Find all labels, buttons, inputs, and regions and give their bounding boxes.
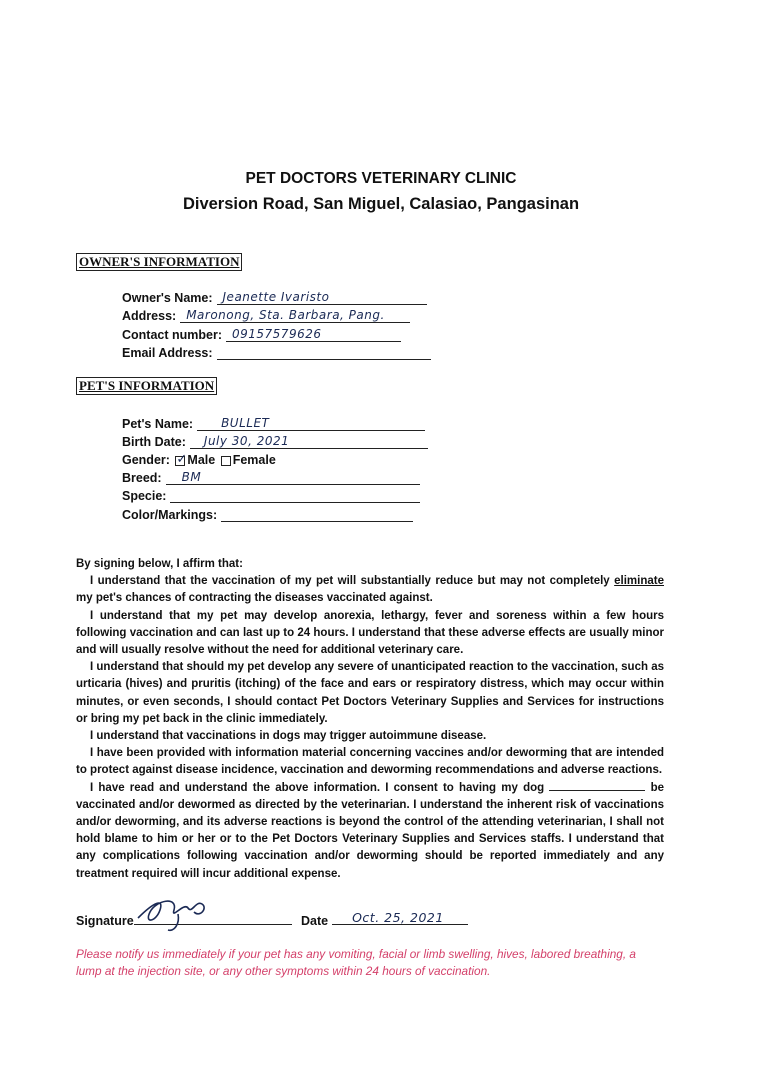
aftercare-notice: Please notify us immediately if your pet has any vomiting, facial or limb swelling, hives, labored breathing, a lump at the injection site, or any other symptoms within 24 hours of vaccination. [76, 947, 636, 978]
birth-date-label: Birth Date: [122, 435, 186, 449]
consent-text [76, 556, 664, 883]
color-markings-field[interactable] [122, 507, 413, 523]
contact-number-value: 09157579626 [232, 327, 322, 341]
consent-p6-b: be vaccinated and/or dewormed as directed by the veterinarian. I understand the inherent risk of vaccinations and/or deworming, and its adverse reactions is beyond the control of the attending veterinarian, I shall not hold blame to him or her or to the Pet Doctors Veterinary Supplies and Services staffs. I understand that any complications following vaccination and/or deworming should be reported immediately and any treatment required will incur additional expense. [76, 781, 664, 880]
email-label: Email Address: [122, 346, 213, 360]
handwritten-signature-icon [134, 888, 224, 934]
female-checkbox[interactable] [221, 456, 231, 466]
birth-date-field[interactable] [122, 434, 428, 450]
address-label: Address: [122, 309, 177, 323]
pet-section-heading: PET'S INFORMATION [76, 377, 217, 395]
gender-female-label: Female [232, 453, 276, 467]
owner-name-label: Owner's Name: [122, 291, 213, 305]
email-field[interactable] [122, 345, 431, 361]
contact-number-label: Contact number: [122, 328, 222, 342]
gender-label: Gender: [122, 453, 170, 467]
owner-name-value: Jeanette Ivaristo [222, 290, 330, 304]
consent-paragraph-3: I understand that should my pet develop any severe of unanticipated reaction to the vaccination, such as urticaria (hives) and pruritis (itching) of the face and ears or respiratory distress, which may occur within minutes, or even seconds, I should contact Pet Doctors Veterinary Supplies and Services for instructions or bring my pet back in the clinic immediately. [76, 661, 664, 725]
owner-section-heading: OWNER'S INFORMATION [76, 253, 242, 271]
breed-field[interactable] [122, 470, 420, 486]
address-field[interactable] [122, 308, 410, 324]
dog-name-blank[interactable] [549, 780, 645, 791]
breed-label: Breed: [122, 471, 162, 485]
owner-name-field[interactable] [122, 290, 427, 306]
date-field[interactable] [301, 910, 468, 928]
pet-name-field[interactable] [122, 416, 425, 432]
signature-field[interactable] [76, 910, 292, 928]
contact-number-field[interactable] [122, 327, 401, 343]
clinic-name: PET DOCTORS VETERINARY CLINIC [245, 170, 517, 187]
signature-line[interactable] [134, 910, 292, 925]
consent-paragraph-4: I understand that vaccinations in dogs may trigger autoimmune disease. [90, 730, 487, 743]
clinic-address: Diversion Road, San Miguel, Calasiao, Pangasinan [182, 195, 580, 213]
consent-p1-underlined: eliminate [614, 575, 664, 588]
consent-paragraph-2: I understand that my pet may develop anorexia, lethargy, fever and soreness within a few hours following vaccination and can last up to 24 hours. I understand that these adverse effects are usually minor and will usually resolve without the need for additional veterinary care. [76, 609, 664, 657]
specie-label: Specie: [122, 489, 167, 503]
gender-field[interactable] [122, 452, 276, 468]
gender-male-label: Male [187, 453, 216, 467]
birth-date-value: July 30, 2021 [203, 434, 290, 448]
consent-paragraph-1 [76, 573, 664, 607]
specie-field[interactable] [122, 488, 420, 504]
consent-p1-a: I understand that the vaccination of my pet will substantially reduce but may not completely [90, 575, 610, 588]
consent-paragraph-5: I have been provided with information material concerning vaccines and/or deworming that are intended to protect against disease incidence, vaccination and deworming recommendations and adverse reactions. [76, 747, 664, 777]
breed-value: BM [181, 470, 202, 484]
date-value: Oct. 25, 2021 [352, 910, 444, 925]
consent-p1-b: my pet's chances of contracting the diseases vaccinated against. [76, 592, 433, 605]
consent-paragraph-6 [76, 780, 664, 883]
consent-intro: By signing below, I affirm that: [76, 558, 243, 570]
date-label: Date [301, 914, 329, 928]
address-value: Maronong, Sta. Barbara, Pang. [186, 308, 385, 322]
check-mark-icon: ✓ [176, 450, 188, 466]
color-markings-label: Color/Markings: [122, 508, 218, 522]
male-checkbox[interactable] [175, 450, 188, 466]
signature-label: Signature [76, 914, 134, 928]
pet-name-label: Pet's Name: [122, 417, 194, 431]
pet-name-value: BULLET [221, 416, 270, 430]
consent-p6-a: I have read and understand the above information. I consent to having my dog [90, 781, 545, 794]
